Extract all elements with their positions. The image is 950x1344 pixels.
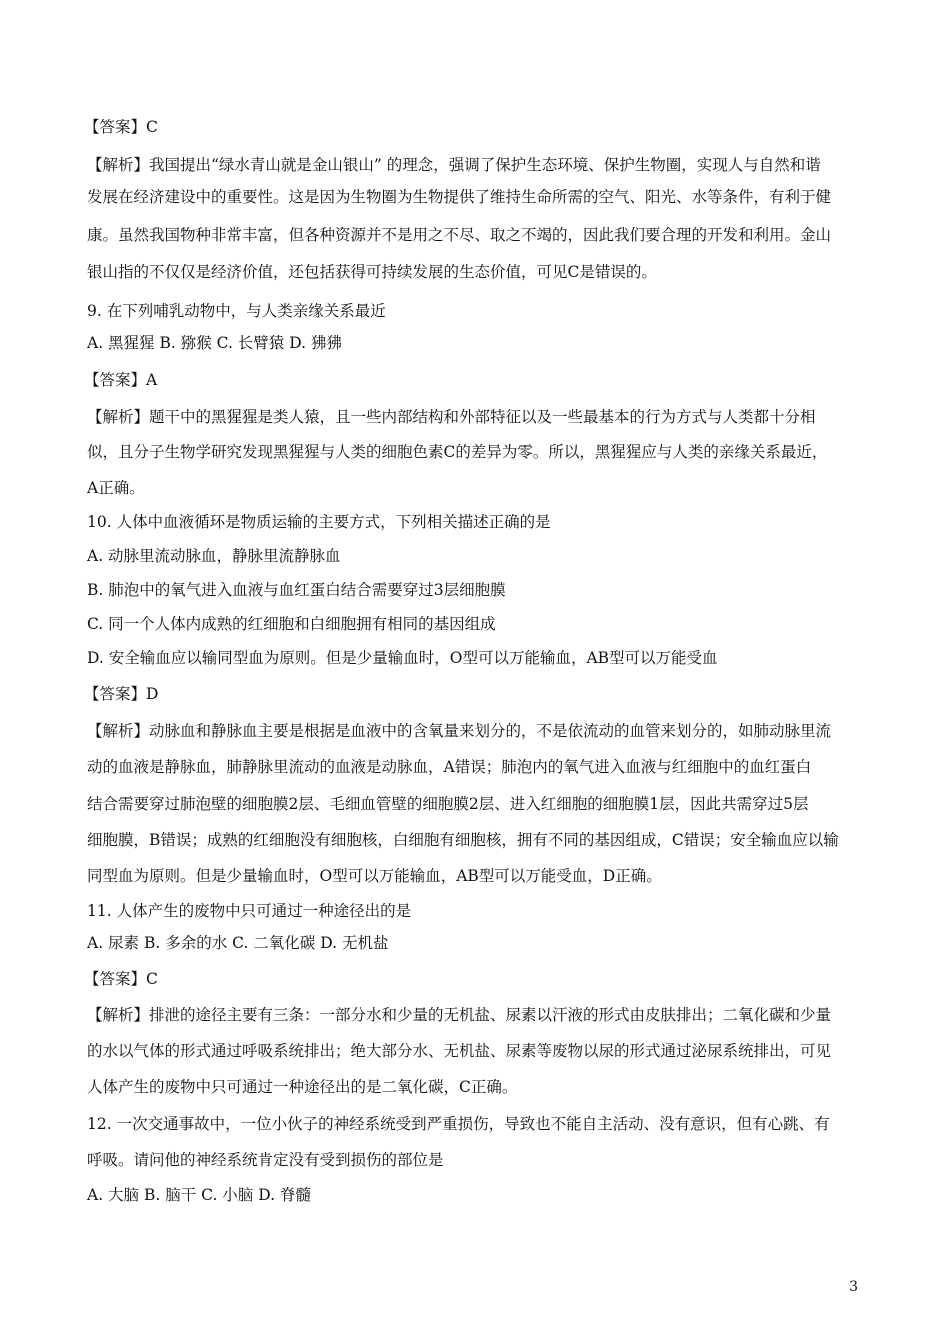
text-line-exp8b: 发展在经济建设中的重要性。这是因为生物圈为生物提供了维持生命所需的空气、阳光、水等条件，有利于健: [87, 188, 832, 206]
text-line-exp9c: A正确。: [87, 479, 145, 497]
page-number: 3: [849, 1279, 858, 1295]
text-line-q10a: A. 动脉里流动脉血，静脉里流静脉血: [87, 547, 341, 565]
text-line-q9: 9. 在下列哺乳动物中，与人类亲缘关系最近: [87, 302, 386, 320]
text-line-ans9: 【答案】A: [84, 371, 158, 389]
text-line-q10b: B. 肺泡中的氧气进入血液与血红蛋白结合需要穿过3层细胞膜: [87, 581, 506, 599]
text-line-q10d: D. 安全输血应以输同型血为原则。但是少量输血时，O型可以万能输血，AB型可以万能受血: [87, 649, 718, 667]
text-line-q9opts: A. 黑猩猩 B. 猕猴 C. 长臂猿 D. 狒狒: [87, 334, 342, 352]
text-line-q12b: 呼吸。请问他的神经系统肯定没有受到损伤的部位是: [87, 1151, 444, 1169]
text-line-exp9b: 似，且分子生物学研究发现黑猩猩与人类的细胞色素C的差异为零。所以，黑猩猩应与人类的亲缘关系最近，: [87, 443, 828, 461]
text-line-exp11b: 的水以气体的形式通过呼吸系统排出；绝大部分水、无机盐、尿素等废物以尿的形式通过泌尿系统排出，可见: [87, 1042, 832, 1060]
text-line-exp8a: 【解析】我国提出“绿水青山就是金山银山” 的理念，强调了保护生态环境、保护生物圈，实现人与自然和谐: [87, 156, 821, 174]
text-line-exp10e: 同型血为原则。但是少量输血时，O型可以万能输血，AB型可以万能受血，D正确。: [87, 867, 662, 885]
text-line-exp10a: 【解析】动脉血和静脉血主要是根据是血液中的含氧量来划分的，不是依流动的血管来划分的，如肺动脉里流: [87, 722, 832, 740]
text-line-q11opts: A. 尿素 B. 多余的水 C. 二氧化碳 D. 无机盐: [87, 934, 389, 952]
text-line-exp8c: 康。虽然我国物种非常丰富，但各种资源并不是用之不尽、取之不竭的，因此我们要合理的开发和利用。金山: [87, 226, 832, 244]
text-line-ans10: 【答案】D: [84, 685, 159, 703]
text-line-exp11a: 【解析】排泄的途径主要有三条：一部分水和少量的无机盐、尿素以汗液的形式由皮肤排出；二氧化碳和少量: [87, 1006, 832, 1024]
text-line-q12opts: A. 大脑 B. 脑干 C. 小脑 D. 脊髓: [87, 1186, 311, 1204]
text-line-q12a: 12. 一次交通事故中，一位小伙子的神经系统受到严重损伤，导致也不能自主活动、没有意识，但有心跳、有: [87, 1115, 830, 1133]
text-line-exp8d: 银山指的不仅仅是经济价值，还包括获得可持续发展的生态价值，可见C是错误的。: [87, 263, 657, 281]
text-line-q10: 10. 人体中血液循环是物质运输的主要方式，下列相关描述正确的是: [87, 513, 551, 531]
text-line-exp9a: 【解析】题干中的黑猩猩是类人猿，且一些内部结构和外部特征以及一些最基本的行为方式与人类都十分相: [87, 408, 816, 426]
text-line-q11: 11. 人体产生的废物中只可通过一种途径出的是: [87, 902, 412, 920]
text-line-exp10b: 动的血液是静脉血，肺静脉里流动的血液是动脉血，A错误；肺泡内的氧气进入血液与红细胞中的血红蛋白: [87, 758, 812, 776]
text-line-exp10d: 细胞膜，B错误；成熟的红细胞没有细胞核，白细胞有细胞核，拥有不同的基因组成，C错误；安全输血应以输: [87, 831, 839, 849]
text-line-ans8: 【答案】C: [84, 118, 158, 136]
text-line-q10c: C. 同一个人体内成熟的红细胞和白细胞拥有相同的基因组成: [87, 615, 496, 633]
text-line-ans11: 【答案】C: [84, 970, 158, 988]
text-line-exp10c: 结合需要穿过肺泡壁的细胞膜2层、毛细血管壁的细胞膜2层、进入红细胞的细胞膜1层，因此共需穿过5层: [87, 795, 809, 813]
text-line-exp11c: 人体产生的废物中只可通过一种途径出的是二氧化碳，C正确。: [87, 1078, 518, 1096]
